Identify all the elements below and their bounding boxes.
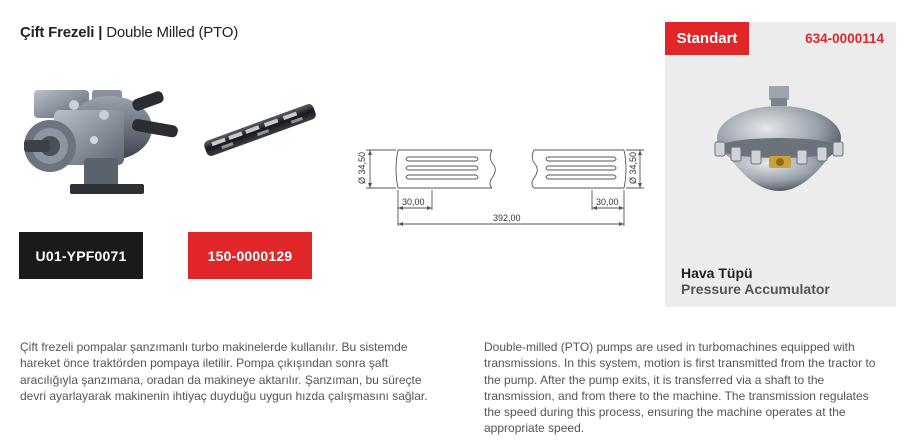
accessory-card[interactable] [665,22,896,307]
shaft-code-button[interactable]: 150-0000129 [188,232,312,279]
title-normal: Double Milled (PTO) [106,24,239,41]
pump-code-button[interactable]: U01-YPF0071 [19,232,143,279]
description-en: Double-milled (PTO) pumps are used in turbomachines equipped with transmissions. In this system, motion is first transmitted from the tractor to the pump. After the pump exits, it is transferred via a shaft to the transmission, and from there to the machine. The transmission regulates the speed during this process, ensuring the machine operates at the appropriate speed. [484,340,876,436]
shaft-image [196,96,324,164]
diameter-left-label: Ø 34,50 [357,151,367,184]
spline-left-label: 30,00 [402,197,425,207]
accessory-code: 634-0000114 [805,31,884,46]
accumulator-image [709,84,849,234]
diameter-right-label: Ø 34,50 [628,151,638,184]
standard-badge: Standart [665,22,749,55]
accessory-name-tr: Hava Tüpü [681,265,753,281]
total-length-label: 392,00 [493,213,521,223]
description-tr: Çift frezeli pompalar şanzımanlı turbo makinelerde kullanılır. Bu sistemde hareket önce traktörden pompaya iletilir. Pompa çıkışından sonra şaft aracılığıyla şanzımana, oradan da makineye aktarılır. Şanzıman, bu süreçte devri ayarlayarak makinenin ihtiyaç duyduğu uygun hızda çalışmasını sağlar. [20,340,428,403]
title-bold: Çift Frezeli | [20,24,107,41]
technical-drawing [352,128,652,233]
page-title [20,24,238,41]
accessory-name-en: Pressure Accumulator [681,281,830,297]
spline-right-label: 30,00 [596,197,619,207]
pump-image [14,70,192,205]
